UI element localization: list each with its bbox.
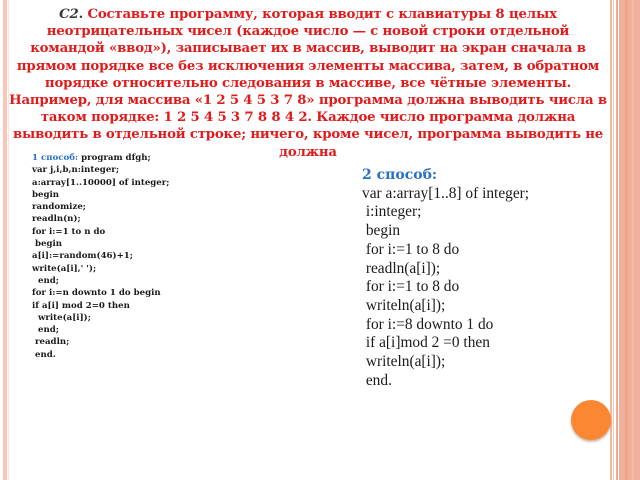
code-line: a[i]:=random(46)+1; xyxy=(32,251,133,262)
code-line: for i:=n downto 1 do begin xyxy=(32,288,161,299)
task-statement xyxy=(8,6,608,161)
code-line: for i:=1 to n do xyxy=(32,226,106,237)
code-line: for i:=8 downto 1 do xyxy=(362,315,494,333)
code-line: var j,i,b,n:integer; xyxy=(32,165,119,176)
code-line: begin xyxy=(362,222,401,240)
code-line: writeln(a[i]); xyxy=(362,296,446,314)
method1-code-block xyxy=(32,152,292,361)
code-line: writeln(a[i]); xyxy=(362,353,446,371)
code-line: readln; xyxy=(32,337,70,348)
code-line: begin xyxy=(32,189,59,200)
right-frame-line xyxy=(616,0,618,480)
code-line: a:array[1..10000] of integer; xyxy=(32,177,170,188)
task-text: Составьте программу, которая вводит с клавиатуры 8 целых неотрицательных чисел (каждое число — с новой строки отдельной командой «ввод»), записывает их в массив, выводит на экран сначала в прямом порядке все без исключения элементы массива, затем, в обратном порядке относительно следования в массиве, все чётные элементы. Например, для массива «1 2 5 4 5 3 7 8» программа должна выводить числа в таком порядке: 1 2 5 4 5 3 7 8 8 4 2. Каждое число программа должна выводить в отдельной строке; ничего, кроме чисел, программа выводить не должна xyxy=(9,7,607,160)
code-line: var a:array[1..8] of integer; xyxy=(362,184,530,202)
right-frame-line xyxy=(625,0,628,480)
code-line: end; xyxy=(32,325,59,336)
code-line: for i:=1 to 8 do xyxy=(362,240,460,258)
code-line: begin xyxy=(32,239,62,250)
method2-label: 2 способ: xyxy=(362,167,438,183)
code-line: if a[i]mod 2 =0 then xyxy=(362,334,490,352)
right-frame-line xyxy=(632,0,634,480)
method1-first-line: program dfgh; xyxy=(78,153,151,163)
code-line: write(a[i]); xyxy=(32,312,91,323)
right-frame-line xyxy=(610,0,612,480)
right-decorative-frame xyxy=(610,0,640,480)
task-label: С2. xyxy=(59,7,84,22)
code-line: i:integer; xyxy=(362,203,422,221)
code-line: end. xyxy=(32,349,56,360)
method2-code-block xyxy=(362,166,602,390)
right-frame-line xyxy=(613,0,614,480)
code-line: randomize; xyxy=(32,202,86,213)
code-line: write(a[i],' '); xyxy=(32,263,97,274)
code-line: readln(n); xyxy=(32,214,81,225)
code-line: for i:=1 to 8 do xyxy=(362,278,460,296)
orange-circle-decoration xyxy=(571,400,611,440)
right-frame-band xyxy=(619,0,640,480)
code-line: readln(a[i]); xyxy=(362,259,441,277)
left-frame-stripe xyxy=(3,0,7,480)
code-line: end; xyxy=(32,275,59,286)
method1-label: 1 способ: xyxy=(32,153,79,163)
code-line: if a[i] mod 2=0 then xyxy=(32,300,130,311)
code-line: end. xyxy=(362,371,392,389)
